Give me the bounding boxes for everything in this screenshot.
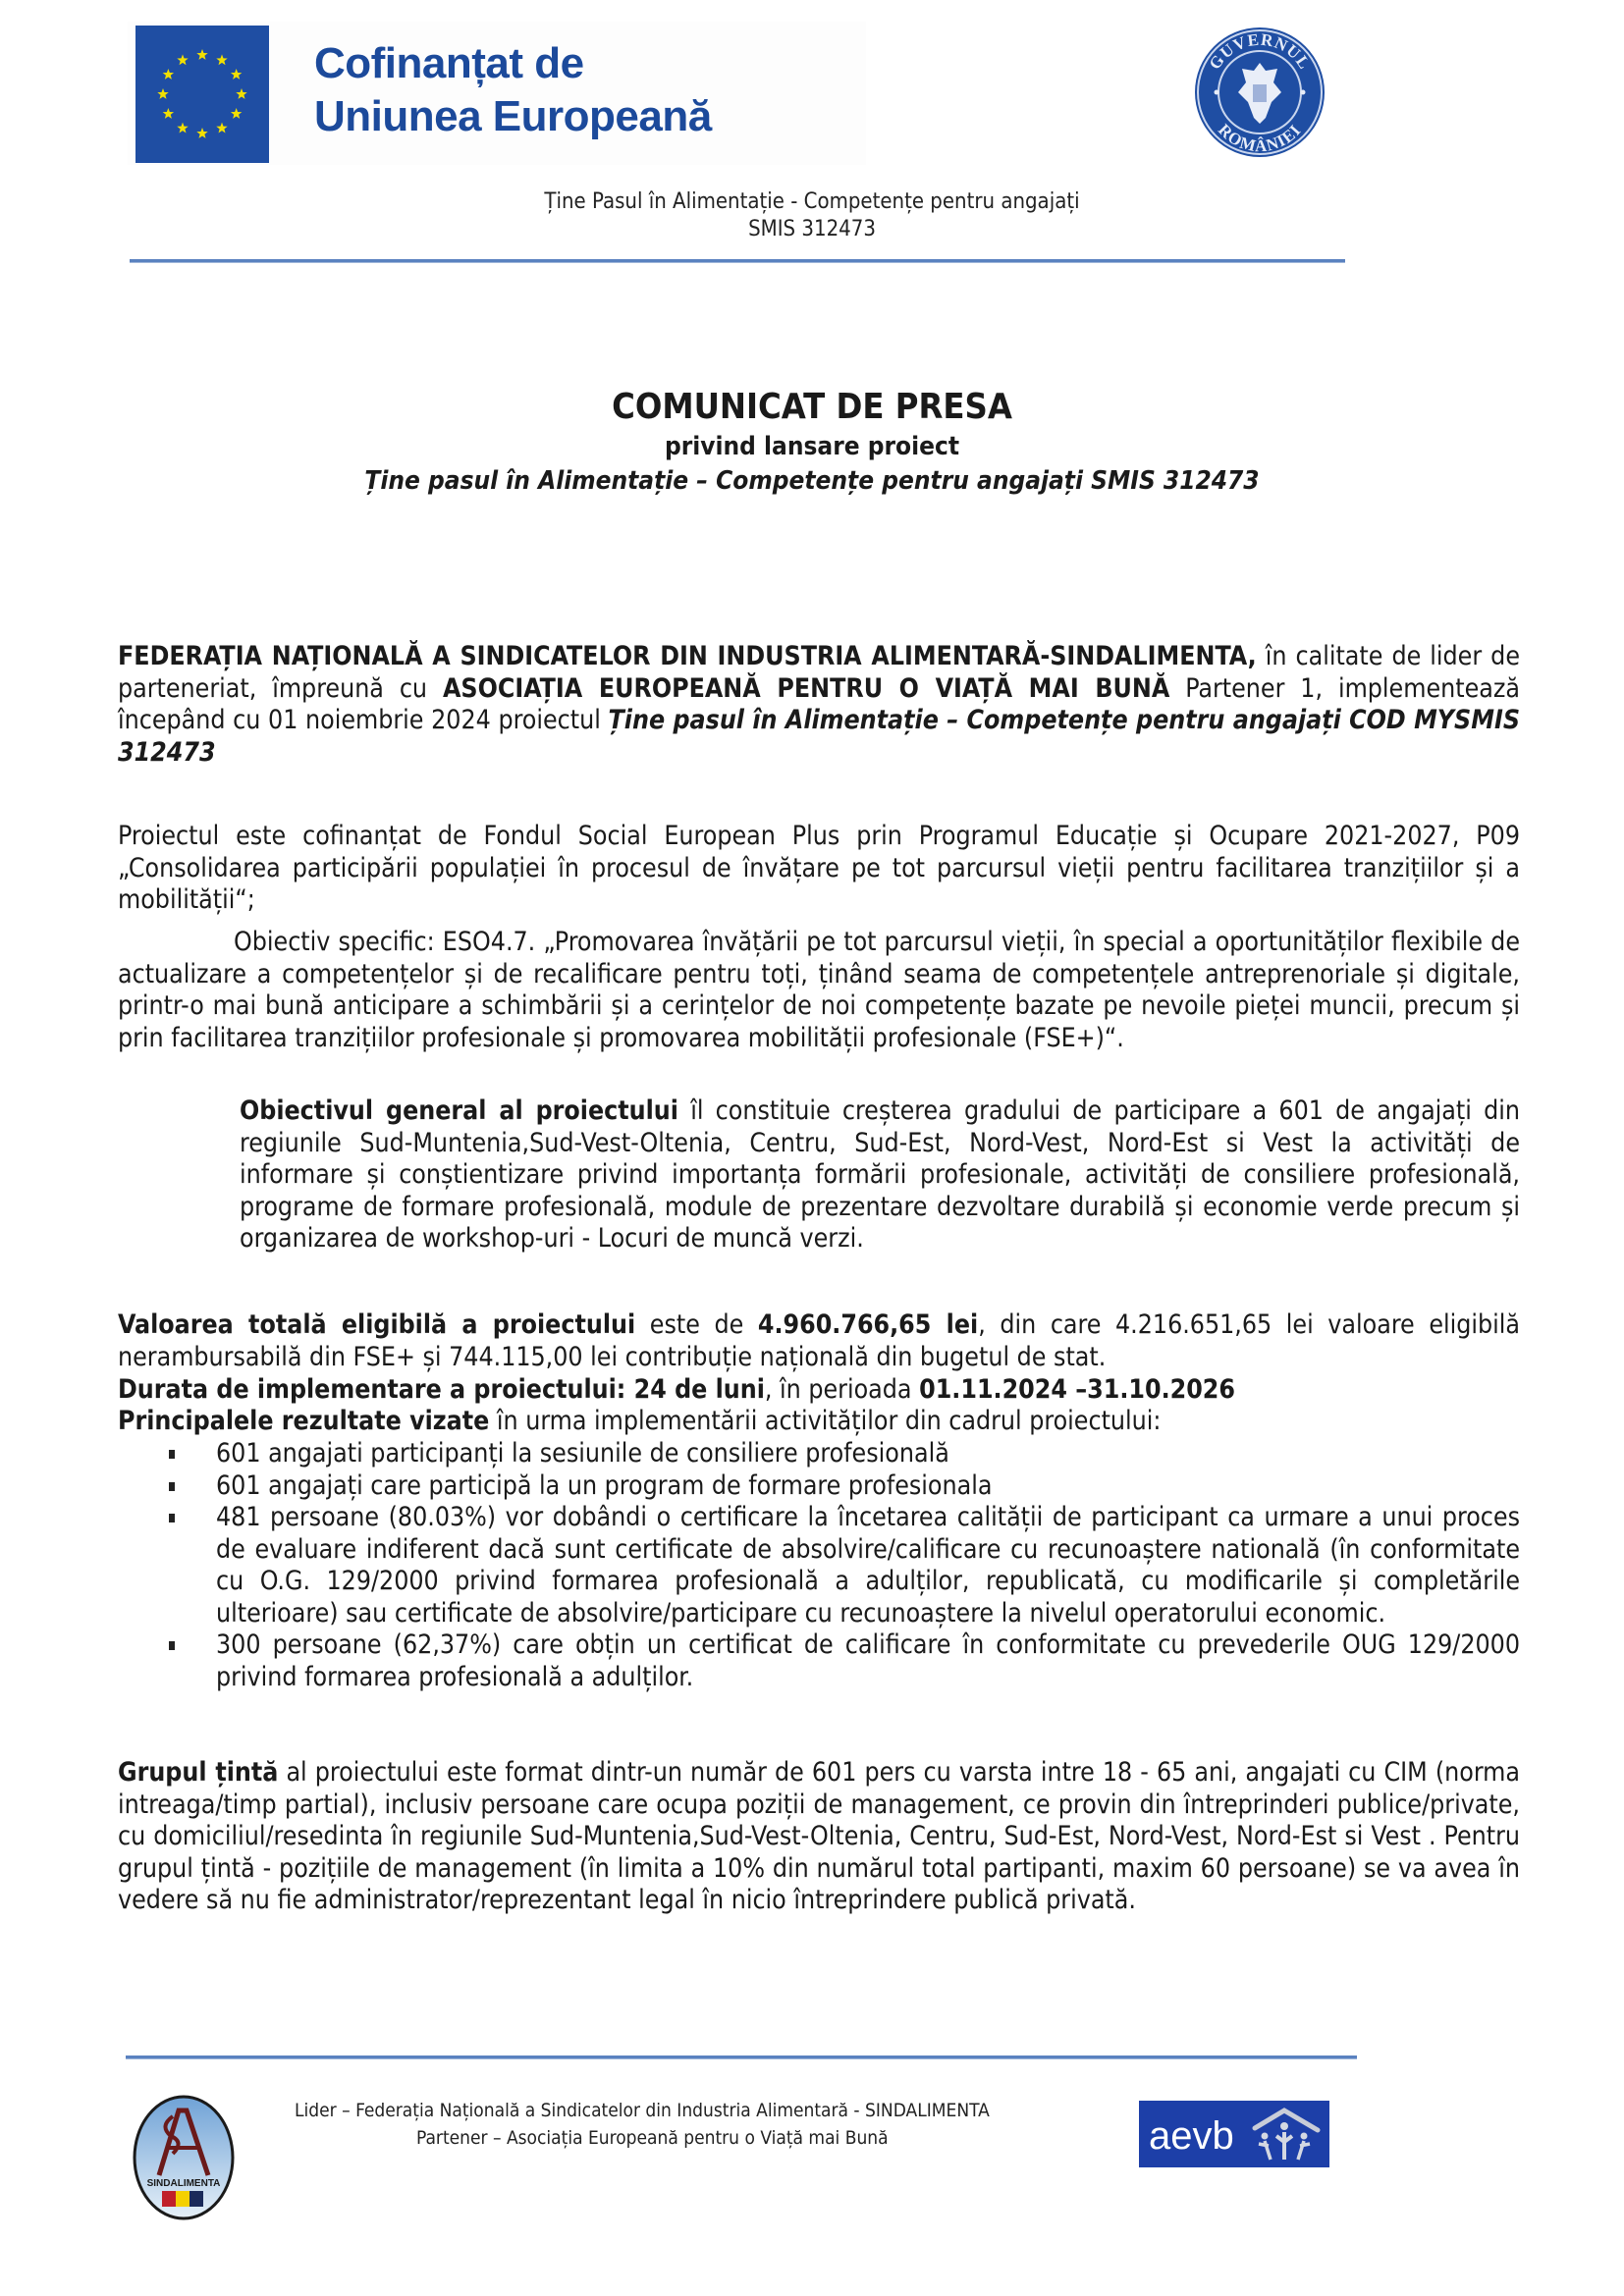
eu-star-icon	[177, 54, 188, 65]
results-label: Principalele rezultate vizate	[118, 1406, 490, 1436]
seal-bottom-text: ROMÂNIEI	[1215, 120, 1305, 156]
bullet-icon	[169, 1514, 175, 1522]
results-intro	[118, 1406, 1520, 1438]
budget-text: este de	[635, 1309, 758, 1340]
bullet-icon	[169, 1450, 175, 1459]
header-caption-line1: Ține Pasul în Alimentație - Competențe pentru angajați	[544, 189, 1080, 214]
duration-period: 01.11.2024 –31.10.2026	[919, 1374, 1235, 1405]
eu-star-icon	[196, 128, 207, 138]
budget-total: 4.960.766,65 lei	[757, 1309, 979, 1340]
bullet-icon	[169, 1482, 175, 1491]
eu-star-icon	[196, 49, 207, 60]
intro-text-2: Partener 1, implementează începând cu 01 noiembrie 2024 proiectul	[118, 672, 1520, 735]
eu-star-icon	[231, 108, 242, 119]
results-list	[118, 1438, 1520, 1693]
eu-logo-line2: Uniunea Europeană	[314, 92, 712, 140]
intro-paragraph	[118, 641, 1520, 769]
budget-label: Valoarea totală eligibilă a proiectului	[118, 1309, 636, 1340]
specific-objective-paragraph: Obiectiv specific: ESO4.7. „Promovarea învățării pe tot parcursul vieții, în special a oportunităților flexibile de actualizare a competențelor și de recalificare pentru toți, ținând seama de competențele antreprenoriale și digitale, printr-o mai bună anticipare a schimbării și a cerințelor de noi competențe bazate pe nevoile pieței muncii, precum și prin facilitarea tranzițiilor profesionale și promovarea mobilității profesionale (FSE+)“.	[118, 927, 1520, 1053]
target-group-paragraph	[118, 1757, 1520, 1917]
bullet-icon	[169, 1641, 175, 1650]
result-text: 481 persoane (80.03%) vor dobândi o certificare la încetarea calității de participant ca urmare a unui proces de evaluare indiferent dacă sunt certificate de absolvire/calificare cu recunoaștere natională (în conformitate cu O.G. 129/2000 privind formarea profesională a adulților, republicată, cu modificarile și completările ulterioare) sau certificate de absolvire/participare cu recunoaștere la nivelul operatorului economic.	[216, 1502, 1520, 1629]
result-text: 601 angajați care participă la un program de formare profesionala	[216, 1469, 993, 1501]
eu-star-icon	[216, 123, 227, 133]
list-item	[118, 1470, 1520, 1503]
intro-text: în calitate de lider de parteneriat, împreună cu	[118, 641, 1520, 704]
footer-partners	[295, 2097, 1070, 2152]
general-objective-text: îl constituie creșterea gradului de participare a 601 de angajați din regiunile Sud-Muntenia,Sud-Vest-Oltenia, Centru, Sud-Est, Nord-Vest, Nord-Est si Vest la activități de informare și conștientizare privind importanța formării profesionale, activități de consiliere profesională, programe de formare profesională, module de prezentare dezvoltare durabilă și economie verde precum și organizarea de workshop-uri - Locuri de muncă verzi.	[240, 1095, 1520, 1254]
aevb-logo	[1139, 2101, 1329, 2167]
list-item	[118, 1502, 1520, 1629]
partner-organization: ASOCIAȚIA EUROPEANĂ PENTRU O VIAȚĂ MAI BUNĂ	[442, 672, 1170, 704]
funding-paragraph: Proiectul este cofinanțat de Fondul Social European Plus prin Programul Educație și Ocupare 2021-2027, P09 „Consolidarea participării populației în procesul de învățare pe tot parcursul vieții pentru facilitarea tranzițiilor și a mobilității“;	[118, 821, 1520, 915]
eu-star-icon	[231, 69, 242, 80]
header-divider	[130, 259, 1345, 262]
list-item	[118, 1629, 1520, 1693]
eu-star-icon	[216, 54, 227, 65]
header-caption-smis: SMIS 312473	[748, 217, 876, 241]
sindalimenta-logo-icon	[130, 2093, 238, 2222]
project-name: Ține pasul în Alimentație – Competențe pentru angajați SMIS 312473	[364, 466, 1260, 496]
header-project-caption	[0, 188, 1624, 243]
results-text: în urma implementării activităților din cadrul proiectului:	[489, 1406, 1162, 1436]
footer-partner-line: Partener – Asociația Europeană pentru o Viață mai Bună	[416, 2127, 889, 2149]
page-title: COMUNICAT DE PRESA	[612, 387, 1012, 427]
budget-breakdown: , din care 4.216.651,65 lei valoare eligibilă nerambursabilă din FSE+ și 744.115,00 lei contribuție națională din bugetul de stat.	[118, 1309, 1520, 1372]
eu-cofinancing-logo	[128, 22, 866, 165]
list-item	[118, 1438, 1520, 1470]
budget-paragraph	[118, 1309, 1520, 1373]
eu-logo-line1: Cofinanțat de	[314, 39, 584, 87]
target-group-label: Grupul țintă	[118, 1757, 279, 1788]
target-group-text: al proiectului este format dintr-un număr de 601 pers cu varsta intre 18 - 65 ani, angajati cu CIM (norma intreaga/timp partial), inclusiv persoane care ocupa poziții de management, ce provin din întreprinderi publice/private, cu domiciliul/resedinta în regiunile Sud-Muntenia,Sud-Vest-Oltenia, Centru, Sud-Est, Nord-Vest, Nord-Est si Vest . Pentru grupul țintă - pozițiile de management (în limita a 10% din numărul total partipanti, maxim 60 persoane) se va avea în vedere să nu fie administrator/reprezentant legal în nicio întreprindere publică privată.	[118, 1757, 1520, 1915]
eu-flag-icon	[135, 26, 269, 163]
sindalimenta-logo-text: SINDALIMENTA	[146, 2178, 221, 2189]
page-subtitle: privind lansare proiect	[664, 432, 960, 461]
aevb-logo-text: aevb	[1149, 2114, 1234, 2158]
project-code: Ține pasul în Alimentație – Competențe pentru angajați COD MYSMIS 312473	[118, 705, 1520, 768]
eu-star-icon	[163, 108, 174, 119]
eu-star-icon	[177, 123, 188, 133]
lead-organization: FEDERAȚIA NAȚIONALĂ A SINDICATELOR DIN INDUSTRIA ALIMENTARĂ-SINDALIMENTA,	[118, 641, 1257, 671]
title-block	[0, 385, 1624, 499]
duration-paragraph	[118, 1374, 1520, 1407]
general-objective-label: Obiectivul general al proiectului	[240, 1095, 678, 1126]
result-text: 300 persoane (62,37%) care obțin un certificat de calificare în conformitate cu prevederile OUG 129/2000 privind formarea profesională a adulților.	[216, 1629, 1520, 1692]
eu-star-icon	[157, 88, 168, 99]
footer-leader-line: Lider – Federația Națională a Sindicatelor din Industria Alimentară - SINDALIMENTA	[295, 2100, 990, 2121]
duration-label: Durata de implementare a proiectului: 24 de luni	[118, 1374, 765, 1405]
duration-text: , în perioada	[764, 1374, 920, 1405]
footer-divider	[126, 2056, 1357, 2058]
general-objective-paragraph	[240, 1095, 1520, 1255]
seal-top-text: GUVERNUL	[1205, 29, 1315, 74]
result-text: 601 angajati participanți la sesiunile de consiliere profesională	[216, 1438, 949, 1468]
eu-star-icon	[163, 69, 174, 80]
romanian-government-seal-icon	[1191, 24, 1328, 161]
eu-star-icon	[236, 88, 246, 99]
family-house-icon	[1247, 2107, 1326, 2163]
